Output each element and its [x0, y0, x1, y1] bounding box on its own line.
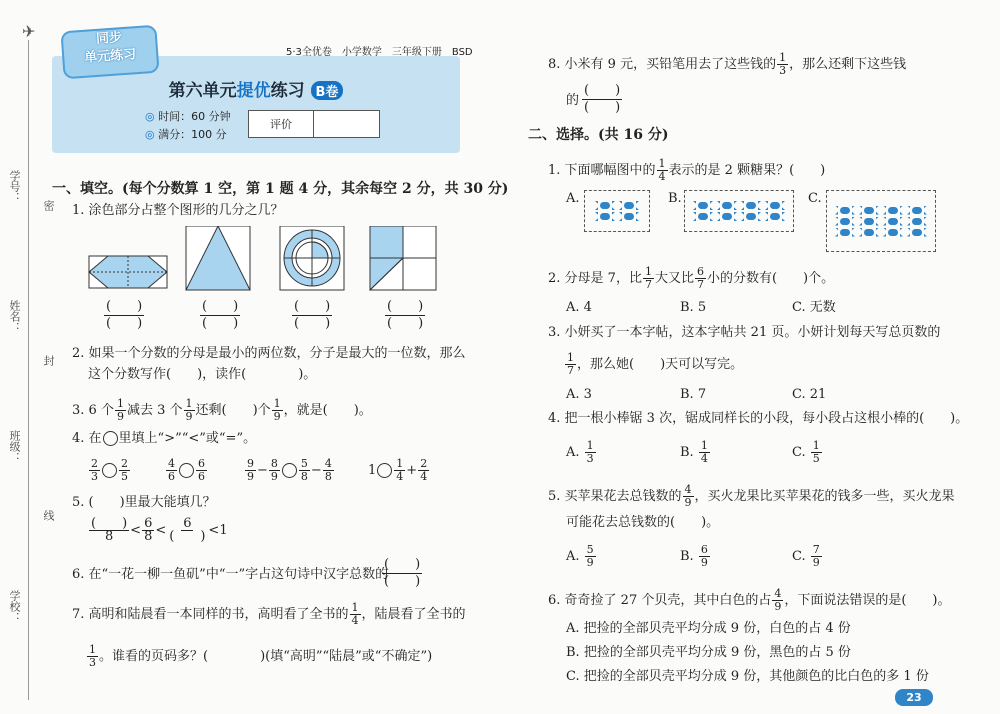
candy-icon [619, 212, 639, 221]
compare-circle [103, 431, 118, 446]
rocket-icon: ✈ [22, 22, 36, 41]
choice-5: 5. 买苹果花去总钱数的 $\frac{4}{9}$ ，买火龙果比买苹果花的钱多一些，买火龙果 [548, 483, 955, 509]
question-8: 8. 小米有 9 元，买铅笔用去了这些钱的 $\frac{1}{3}$ ，那么还剩下这些钱 [548, 51, 907, 77]
answer-fraction-2[interactable]: ( ) ( ) [202, 299, 239, 331]
choice-2-option-c[interactable]: C. 无数 [792, 300, 836, 315]
eval-label: 评价 [249, 111, 314, 137]
choice-2-option-b[interactable]: B. 5 [680, 300, 707, 315]
choice-6-option-c[interactable]: C. 把捡的全部贝壳平均分成 9 份，其他颜色的比白色的多 1 份 [566, 669, 929, 684]
q4-compare-3[interactable]: $\frac{9}{9}$ − $\frac{8}{9}$ $\frac{5}{8}$ − $\frac{4}{8}$ [247, 457, 332, 483]
margin-mark-seal: 密 [42, 200, 55, 211]
q1-figures [88, 226, 438, 292]
choice-2: 2. 分母是 7，比 $\frac{1}{7}$ 大又比 $\frac{6}{7}$ 小的分数有( )个。 [548, 265, 835, 291]
choice-6: 6. 奇奇捡了 27 个贝壳，其中白色的占 $\frac{4}{9}$ ，下面说法错误的是( )。 [548, 587, 951, 613]
q8-answer[interactable]: ( ) ( ) [584, 83, 621, 115]
answer-fraction-1[interactable]: ( ) ( ) [106, 299, 143, 331]
choice-3-option-b[interactable]: B. 7 [680, 387, 707, 402]
choice-4-option-c[interactable]: C. $\frac{1}{5}$ [792, 439, 820, 465]
choice-5-line2: 可能花去总钱数的( )。 [566, 515, 720, 530]
answer-fraction-4[interactable]: ( ) ( ) [387, 299, 424, 331]
time-limit: ◎ 时间：60 分钟 [145, 110, 231, 123]
candy-box-a[interactable] [584, 190, 650, 232]
check-icon: ◎ [145, 128, 155, 141]
rectangle-figure [89, 256, 167, 288]
option-c-label[interactable]: C. [808, 191, 822, 206]
choice-4: 4. 把一根小棒锯 3 次，锯成同样长的小段，每小段占这根小棒的( )。 [548, 411, 969, 426]
section-choice: 二、选择。(共 16 分) [528, 127, 669, 143]
answer-fraction-3[interactable]: ( ) ( ) [294, 299, 331, 331]
choice-4-option-b[interactable]: B. $\frac{1}{4}$ [680, 439, 708, 465]
q4-compare-1[interactable]: $\frac{2}{3}$ $\frac{2}{5}$ [91, 457, 128, 483]
choice-5-option-c[interactable]: C. $\frac{7}{9}$ [792, 543, 820, 569]
choice-3: 3. 小妍买了一本字帖，这本字帖共 21 页。小妍计划每天写总页数的 [548, 325, 941, 340]
question-6: 6. 在“一花一柳一鱼矶”中“一”字占这句诗中汉字总数的 [72, 567, 389, 582]
question-4: 4. 在 里填上“>”“<”或“=”。 [72, 431, 257, 446]
choice-4-option-a[interactable]: A. $\frac{1}{3}$ [566, 439, 594, 465]
q6-answer[interactable]: ( ) ( ) [384, 557, 421, 589]
candy-icon [595, 212, 615, 221]
binding-line [28, 40, 29, 700]
section-fill-in: 一、填空。(每个分数算 1 空，第 1 题 4 分，其余每空 2 分，共 30 分) [52, 181, 509, 197]
unit-ribbon: 同步 单元练习 [60, 25, 159, 80]
square-grid-figure [370, 226, 436, 290]
choice-3-option-c[interactable]: C. 21 [792, 387, 827, 402]
choice-3-line2: $\frac{1}{7}$ ，那么她( )天可以写完。 [567, 351, 744, 377]
q4-compare-2[interactable]: $\frac{4}{6}$ $\frac{6}{6}$ [168, 457, 205, 483]
candy-box-c[interactable] [826, 190, 936, 252]
candy-icon [619, 201, 639, 210]
full-score: ◎ 满分：100 分 [145, 128, 227, 141]
series-label: 5·3全优卷 小学数学 三年级下册 BSD [286, 47, 473, 58]
question-7: 7. 高明和陆晨看一本同样的书，高明看了全书的 $\frac{1}{4}$ ，陆晨看了全书的 [72, 601, 466, 627]
choice-6-option-a[interactable]: A. 把捡的全部贝壳平均分成 9 份，白色的占 4 份 [566, 621, 851, 636]
ring-figure [280, 226, 344, 290]
choice-5-option-a[interactable]: A. $\frac{5}{9}$ [566, 543, 594, 569]
margin-field-name: 姓名： [8, 300, 21, 333]
question-8-line2: 的 [566, 93, 580, 108]
evaluation-box[interactable] [248, 110, 380, 138]
choice-5-option-b[interactable]: B. $\frac{6}{9}$ [680, 543, 708, 569]
option-a-label[interactable]: A. [566, 191, 580, 206]
margin-field-id: 学号： [8, 170, 21, 203]
clock-icon: ◎ [145, 110, 155, 123]
question-3: 3. 6 个 $\frac{1}{9}$ 减去 3 个 $\frac{1}{9}$ 还剩( )个 $\frac{1}{9}$ ，就是( )。 [72, 397, 372, 423]
choice-1: 1. 下面哪幅图中的 $\frac{1}{4}$ 表示的是 2 颗糖果？( ) [548, 157, 826, 183]
candy-box-b[interactable] [684, 190, 794, 232]
question-7-line2: $\frac{1}{3}$ 。谁看的页码多？( )(填“高明”“陆晨”或“不确定”) [89, 643, 433, 669]
choice-3-option-a[interactable]: A. 3 [566, 387, 592, 402]
q5-inequality[interactable]: ( ) 8 < $\frac{6}{8}$ < 6 ( ) <1 [91, 516, 228, 544]
q4-compare-4[interactable]: 1 $\frac{1}{4}$ + $\frac{2}{4}$ [368, 457, 428, 483]
question-1: 1. 涂色部分占整个图形的几分之几？ [72, 203, 284, 218]
choice-6-option-b[interactable]: B. 把捡的全部贝壳平均分成 9 份，黑色的占 5 份 [566, 645, 851, 660]
triangle-figure [186, 226, 250, 290]
option-b-label[interactable]: B. [668, 191, 682, 206]
question-2: 2. 如果一个分数的分母是最小的两位数，分子是最大的一位数，那么 [72, 346, 466, 361]
choice-2-option-a[interactable]: A. 4 [566, 300, 592, 315]
margin-mark-seal: 封 [42, 355, 55, 366]
margin-mark-line: 线 [42, 510, 55, 521]
page-title: 第六单元提优练习 B卷 [52, 76, 460, 101]
page-number: 23 [895, 689, 933, 706]
question-2-line2: 这个分数写作( )，读作( )。 [88, 367, 317, 382]
margin-field-class: 班级： [8, 430, 21, 463]
candy-icon [595, 201, 615, 210]
question-5: 5. ( )里最大能填几？ [72, 495, 216, 510]
margin-field-school: 学校： [8, 590, 21, 623]
